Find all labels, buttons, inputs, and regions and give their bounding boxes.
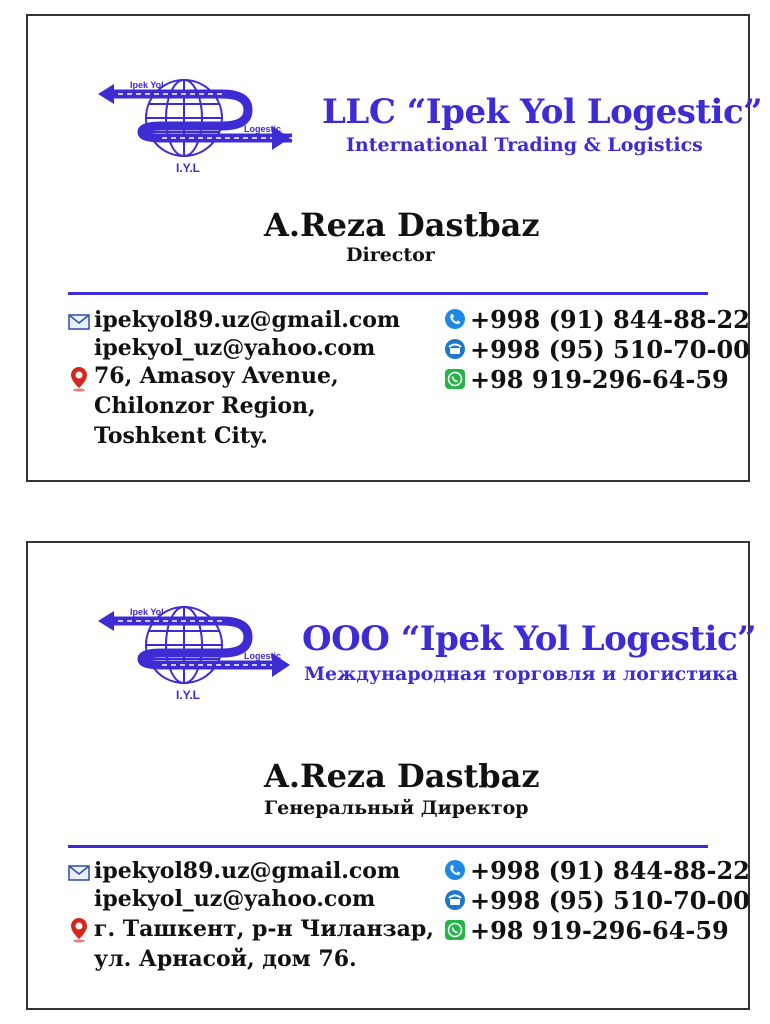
company-subtitle: International Trading & Logistics: [346, 134, 703, 156]
telephone-icon: [444, 338, 466, 360]
email-secondary[interactable]: ipekyol_uz@yahoo.com: [94, 335, 376, 361]
logo-mid-text: Logestic: [244, 651, 282, 661]
person-name: A.Reza Dastbaz: [264, 206, 540, 244]
envelope-icon: [68, 865, 90, 881]
whatsapp-icon: [444, 919, 466, 941]
company-logo: [72, 66, 292, 176]
phone-icon: [444, 308, 466, 330]
divider: [68, 292, 708, 295]
company-title: LLC “Ipek Yol Logestic”: [322, 92, 763, 132]
address-line-3: Toshkent City.: [94, 423, 268, 449]
envelope-icon: [68, 314, 90, 330]
phone-number-1[interactable]: +998 (91) 844-88-22: [470, 856, 750, 885]
business-card-russian: [26, 541, 757, 1010]
phone-number-2[interactable]: +998 (95) 510-70-00: [470, 335, 750, 364]
company-subtitle: Международная торговля и логистика: [304, 663, 739, 685]
phone-number-3[interactable]: +98 919-296-64-59: [470, 916, 729, 945]
logo-top-text: Ipek Yol: [130, 607, 164, 617]
person-name: A.Reza Dastbaz: [264, 757, 540, 795]
company-logo: [72, 593, 292, 703]
logo-bottom-text: I.Y.L: [176, 161, 201, 175]
location-pin-icon: [70, 917, 88, 943]
address-line-1: г. Ташкент, р-н Чиланзар,: [94, 916, 434, 942]
person-role: Director: [346, 244, 435, 266]
address-line-2: Chilonzor Region,: [94, 393, 316, 419]
whatsapp-icon: [444, 368, 466, 390]
logo-bottom-text: I.Y.L: [176, 688, 201, 702]
business-card-english: [26, 14, 763, 482]
logo-top-text: Ipek Yol: [130, 80, 164, 90]
email-primary[interactable]: ipekyol89.uz@gmail.com: [94, 858, 401, 884]
phone-number-2[interactable]: +998 (95) 510-70-00: [470, 886, 750, 915]
address-line-1: 76, Amasoy Avenue,: [94, 363, 339, 389]
location-pin-icon: [70, 366, 88, 392]
email-secondary[interactable]: ipekyol_uz@yahoo.com: [94, 886, 376, 912]
phone-number-1[interactable]: +998 (91) 844-88-22: [470, 305, 750, 334]
company-title: OOO “Ipek Yol Logestic”: [302, 619, 757, 659]
person-role: Генеральный Директор: [264, 797, 529, 819]
telephone-icon: [444, 889, 466, 911]
divider: [68, 845, 708, 848]
phone-number-3[interactable]: +98 919-296-64-59: [470, 365, 729, 394]
address-line-2: ул. Арнасой, дом 76.: [94, 946, 357, 972]
logo-mid-text: Logestic: [244, 124, 282, 134]
phone-icon: [444, 859, 466, 881]
email-primary[interactable]: ipekyol89.uz@gmail.com: [94, 307, 401, 333]
